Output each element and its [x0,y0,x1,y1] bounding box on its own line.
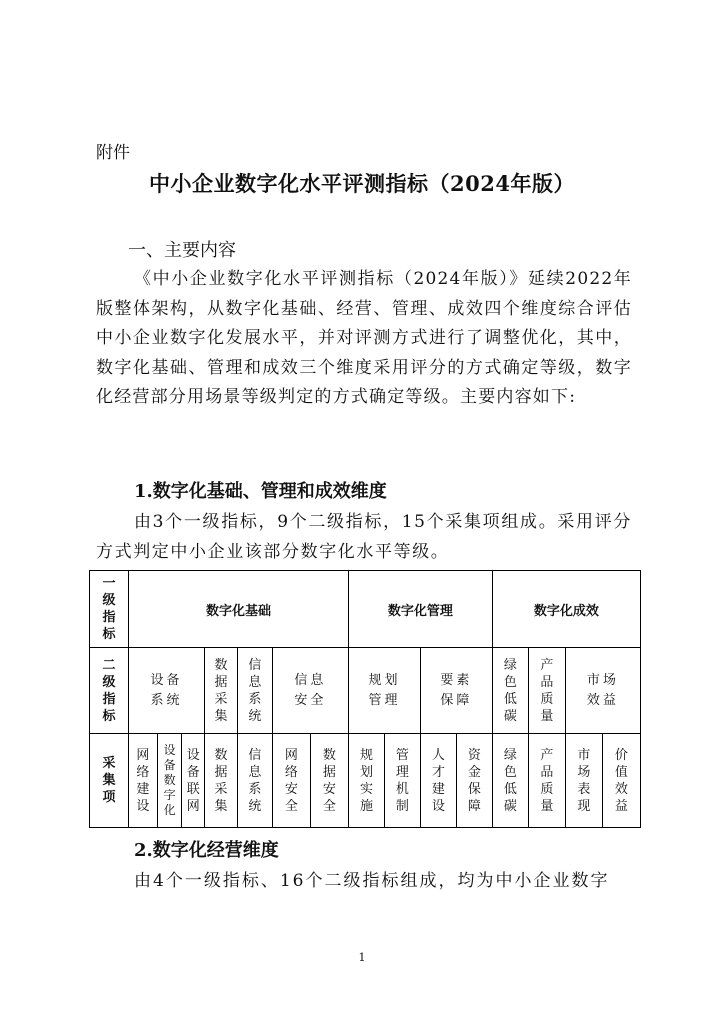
table-cell-level2: 数据采集 [205,648,238,734]
table-row-items [90,734,641,828]
table-cell-item: 信息系统 [237,734,272,828]
table-cell-level2: 市场效益 [565,648,640,734]
subsection-heading-1: 1.数字化基础、管理和成效维度 [134,481,387,502]
table-cell-item: 网络建设 [129,734,158,828]
page-number: 1 [358,951,366,964]
section-heading: 一、主要内容 [128,240,236,261]
table-cell-item: 人才建设 [420,734,456,828]
row-label: 一级指标 [90,571,129,648]
table-cell-item: 市场表现 [565,734,602,828]
table-cell-level2: 产品质量 [528,648,565,734]
table-cell-item: 管理机制 [384,734,420,828]
table-cell-level1: 数字化基础 [129,571,349,648]
table-cell-item: 网络安全 [272,734,310,828]
table-cell-item: 数据安全 [310,734,348,828]
table-cell-item: 资金保障 [456,734,492,828]
table-cell-item: 价值效益 [602,734,640,828]
table-cell-item: 绿色低碳 [492,734,528,828]
table-cell-level2: 绿色低碳 [492,648,528,734]
table-cell-level2: 信息系统 [237,648,272,734]
table-cell-level2: 规划管理 [348,648,420,734]
attachment-label: 附件 [96,143,130,163]
table-cell-item: 规划实施 [348,734,384,828]
subsection-heading-2: 2.数字化经营维度 [134,840,279,861]
table-cell-level2: 信息安全 [272,648,348,734]
table-cell-level1: 数字化管理 [348,571,492,648]
subsection-paragraph-2: 由4个一级指标、16个二级指标组成，均为中小企业数字 [134,871,610,891]
table-row-level2 [90,648,641,734]
table-cell-item: 设备联网 [182,734,205,828]
row-label: 采集项 [90,734,129,828]
table-cell-item: 数据采集 [205,734,238,828]
table-cell-level2: 要素保障 [420,648,492,734]
subsection-paragraph-1: 由3个一级指标，9个二级指标，15个采集项组成。采用评分方式判定中小企业该部分数字化水平等级。 [96,512,632,562]
intro-paragraph: 《中小企业数字化水平评测指标（2024年版）》延续2022年版整体架构，从数字化基础、经营、管理、成效四个维度综合评估中小企业数字化发展水平，并对评测方式进行了调整优化，其中，数字化基础、管理和成效三个维度采用评分的方式确定等级，数字化经营部分用场景等级判定的方式确定等级。主要内容如下: [96,269,632,407]
page-title: 中小企业数字化水平评测指标（2024年版） [149,171,575,196]
table-cell-level1: 数字化成效 [492,571,640,648]
table-cell-level2: 设备系统 [129,648,205,734]
indicator-table [89,570,641,828]
table-cell-item: 产品质量 [528,734,565,828]
row-label: 二级指标 [90,648,129,734]
table-row-level1 [90,571,641,648]
table-cell-item: 设备数字化 [157,734,182,828]
